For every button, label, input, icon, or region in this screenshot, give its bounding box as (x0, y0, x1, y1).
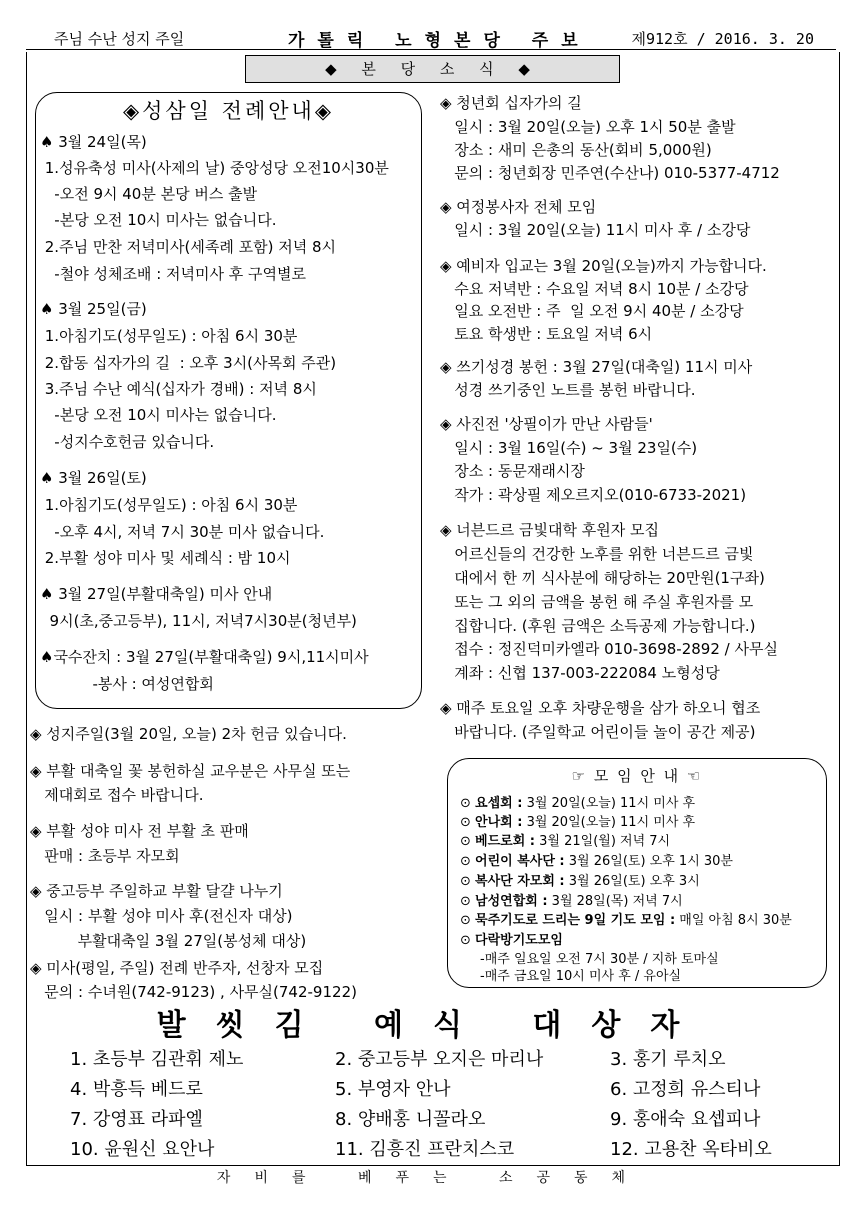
meeting-item (460, 890, 683, 909)
holy-week-line: 2.주님 만찬 저녁미사(세족례 포함) 저녁 8시 (40, 238, 337, 256)
circle-dot-icon: ⊙ (460, 894, 476, 909)
holy-week-line: ♠ 3월 25일(금) (40, 300, 147, 318)
section-banner: ◆ 본 당 소 식 ◆ (245, 55, 620, 83)
holy-week-line: 1.아침기도(성무일도) : 아침 6시 30분 (40, 327, 298, 345)
footwashing-person: 11. 김흥진 프란치스코 (335, 1139, 515, 1160)
meeting-name: 요셉회 : (475, 796, 523, 811)
holy-week-title: ◈성삼일 전례안내◈ (123, 99, 334, 123)
holy-week-line: ♠ 3월 24일(목) (40, 133, 147, 151)
meeting-name: 묵주기도로 드리는 9일 기도 모임 : (475, 913, 676, 928)
right-notice-line: ◈ 여정봉사자 전체 모임 (440, 198, 597, 216)
bulletin-header (26, 28, 836, 50)
meeting-item (460, 929, 563, 948)
meeting-time: 3월 26일(토) 오후 3시 (564, 874, 700, 889)
meeting-item (460, 909, 792, 928)
right-notice-line: 성경 쓰기중인 노트를 봉헌 바랍니다. (440, 381, 696, 399)
holy-week-line: ♠ 3월 26일(토) (40, 469, 147, 487)
holy-week-line: 1.아침기도(성무일도) : 아침 6시 30분 (40, 496, 298, 514)
holy-week-line: -철야 성체조배 : 저녁미사 후 구역별로 (40, 265, 306, 283)
issue-number-date: 제912호 / 2016. 3. 20 (631, 30, 814, 48)
left-notice-line: 제대회로 접수 바랍니다. (30, 786, 204, 804)
right-notice-line: 일시 : 3월 16일(수) ~ 3월 23일(수) (440, 439, 698, 457)
circle-dot-icon: ⊙ (460, 874, 476, 889)
meeting-subline: -매주 금요일 10시 미사 후 / 유아실 (480, 969, 682, 984)
right-notice-line: ◈ 너븐드르 금빛대학 후원자 모집 (440, 521, 659, 539)
circle-dot-icon: ⊙ (460, 815, 476, 830)
holy-week-line: -오후 4시, 저녁 7시 30분 미사 없습니다. (40, 523, 325, 541)
meeting-name: 안나회 : (475, 815, 523, 830)
meeting-time: 3월 20일(오늘) 11시 미사 후 (522, 815, 696, 830)
footwashing-person: 6. 고정희 유스티나 (610, 1079, 761, 1100)
circle-dot-icon: ⊙ (460, 796, 476, 811)
holy-week-line: -본당 오전 10시 미사는 없습니다. (40, 211, 277, 229)
circle-dot-icon: ⊙ (460, 854, 476, 869)
footwashing-person: 9. 홍애숙 요셉피나 (610, 1109, 761, 1130)
circle-dot-icon: ⊙ (460, 933, 476, 948)
right-notice-line: 일시 : 3월 20일(오늘) 11시 미사 후 / 소강당 (440, 221, 751, 239)
meeting-time: 3월 26일(토) 오후 1시 30분 (564, 854, 733, 869)
meeting-time: 3월 28일(목) 저녁 7시 (547, 894, 683, 909)
meeting-time: 3월 20일(오늘) 11시 미사 후 (522, 796, 696, 811)
left-notice-line: ◈ 부활 대축일 꽃 봉헌하실 교우분은 사무실 또는 (30, 762, 351, 780)
left-notice-line: ◈ 성지주일(3월 20일, 오늘) 2차 헌금 있습니다. (30, 725, 347, 743)
left-notice-line: 문의 : 수녀원(742-9123) , 사무실(742-9122) (30, 983, 357, 1001)
holy-week-line: -본당 오전 10시 미사는 없습니다. (40, 406, 277, 424)
meeting-name: 어린이 복사단 : (475, 854, 565, 869)
meeting-item (460, 870, 700, 889)
circle-dot-icon: ⊙ (460, 834, 476, 849)
meeting-name: 베드로회 : (475, 834, 535, 849)
right-notice-line: ◈ 예비자 입교는 3월 20일(오늘)까지 가능합니다. (440, 257, 767, 275)
meeting-time: 매일 아침 8시 30분 (675, 913, 792, 928)
right-notice-line: 바랍니다. (주일학교 어린이들 놀이 공간 제공) (440, 723, 756, 741)
meeting-name: 다락방기도모임 (475, 933, 563, 948)
right-notice-line: ◈ 청년회 십자가의 길 (440, 94, 582, 112)
right-notice-line: 장소 : 새미 은총의 동산(회비 5,000원) (440, 141, 712, 159)
right-notice-line: ◈ 쓰기성경 봉헌 : 3월 27일(대축일) 11시 미사 (440, 358, 753, 376)
right-notice-line: 문의 : 청년회장 민주연(수산나) 010-5377-4712 (440, 164, 780, 182)
right-notice-line: 일요 오전반 : 주 일 오전 9시 40분 / 소강당 (440, 302, 744, 320)
holy-week-line: 1.성유축성 미사(사제의 날) 중앙성당 오전10시30분 (40, 159, 389, 177)
right-notice-line: 집합니다. (후원 금액은 소득공제 가능합니다.) (440, 617, 756, 635)
liturgical-day: 주님 수난 성지 주일 (54, 30, 185, 48)
right-notice-line: ◈ 매주 토요일 오후 차량운행을 삼가 하오니 협조 (440, 699, 761, 717)
bulletin-title: 가톨릭 노형본당 주보 (288, 31, 591, 51)
meeting-name: 복사단 자모회 : (475, 874, 565, 889)
right-notice-line: 장소 : 동문재래시장 (440, 462, 585, 480)
holy-week-line: -오전 9시 40분 본당 버스 출발 (40, 185, 258, 203)
right-notice-line: 또는 그 외의 금액을 봉헌 해 주실 후원자를 모 (440, 593, 754, 611)
footwashing-person: 8. 양배홍 니꼴라오 (335, 1109, 486, 1130)
right-notice-line: 작가 : 곽상필 제오르지오(010-6733-2021) (440, 486, 747, 504)
footwashing-person: 2. 중고등부 오지은 마리나 (335, 1049, 544, 1070)
meeting-item (460, 811, 695, 830)
meeting-item (460, 830, 670, 849)
left-notice-line: ◈ 중고등부 주일하교 부활 달걀 나누기 (30, 882, 283, 900)
footwashing-person: 12. 고용찬 옥타비오 (610, 1139, 772, 1160)
holy-week-line: 9시(초,중고등부), 11시, 저녁7시30분(청년부) (40, 612, 357, 630)
right-notice-line: 토요 학생반 : 토요일 저녁 6시 (440, 325, 653, 343)
motto: 자비를 베푸는 소공동체 (216, 1170, 650, 1186)
right-notice-line: 대에서 한 끼 식사분에 해당하는 20만원(1구좌) (440, 569, 765, 587)
meeting-time: 3월 21일(월) 저녁 7시 (535, 834, 671, 849)
footwashing-person: 7. 강영표 라파엘 (70, 1109, 203, 1130)
left-notice-line: 일시 : 부활 성야 미사 후(전신자 대상) (30, 907, 293, 925)
right-notice-line: 일시 : 3월 20일(오늘) 오후 1시 50분 출발 (440, 118, 736, 136)
circle-dot-icon: ⊙ (460, 913, 476, 928)
footwashing-person: 3. 홍기 루치오 (610, 1049, 726, 1070)
right-notice-line: 수요 저녁반 : 수요일 저녁 8시 10분 / 소강당 (440, 280, 749, 298)
meeting-subline: -매주 일요일 오전 7시 30분 / 지하 토마실 (480, 952, 719, 967)
holy-week-line: -봉사 : 여성연합회 (40, 675, 214, 693)
meeting-item (460, 792, 695, 811)
holy-week-line: -성지수호헌금 있습니다. (40, 433, 215, 451)
left-notice-line: ◈ 미사(평일, 주일) 전례 반주자, 선창자 모집 (30, 959, 324, 977)
holy-week-line: 3.주님 수난 예식(십자가 경배) : 저녁 8시 (40, 380, 317, 398)
meeting-item (460, 850, 733, 869)
left-notice-line: 판매 : 초등부 자모회 (30, 847, 180, 865)
footwashing-person: 5. 부영자 안나 (335, 1079, 451, 1100)
right-notice-line: 접수 : 정진덕미카엘라 010-3698-2892 / 사무실 (440, 640, 778, 658)
meetings-box (447, 758, 827, 988)
footwashing-title: 발씻김 예식 대상자 (156, 1008, 710, 1043)
footwashing-person: 10. 윤원신 요안나 (70, 1139, 215, 1160)
right-notice-line: 어르신들의 건강한 노후를 위한 너븐드르 금빛 (440, 545, 754, 563)
holy-week-box (35, 92, 422, 709)
holy-week-line: ♠국수잔치 : 3월 27일(부활대축일) 9시,11시미사 (40, 648, 369, 666)
left-notice-line: ◈ 부활 성야 미사 전 부활 초 판매 (30, 822, 249, 840)
right-notice-line: ◈ 사진전 '상필이가 만난 사람들' (440, 415, 653, 433)
footwashing-person: 1. 초등부 김관휘 제노 (70, 1049, 244, 1070)
right-notice-line: 계좌 : 신협 137-003-222084 노형성당 (440, 664, 720, 682)
holy-week-line: ♠ 3월 27일(부활대축일) 미사 안내 (40, 585, 273, 603)
meeting-name: 남성연합회 : (475, 894, 548, 909)
holy-week-line: 2.부활 성야 미사 및 세례식 : 밤 10시 (40, 549, 291, 567)
meetings-title: ☞ 모 임 안 내 ☜ (571, 767, 703, 785)
footwashing-person: 4. 박흥득 베드로 (70, 1079, 203, 1100)
left-notice-line: 부활대축일 3월 27일(봉성체 대상) (30, 932, 307, 950)
holy-week-line: 2.합동 십자가의 길 : 오후 3시(사목회 주관) (40, 354, 337, 372)
